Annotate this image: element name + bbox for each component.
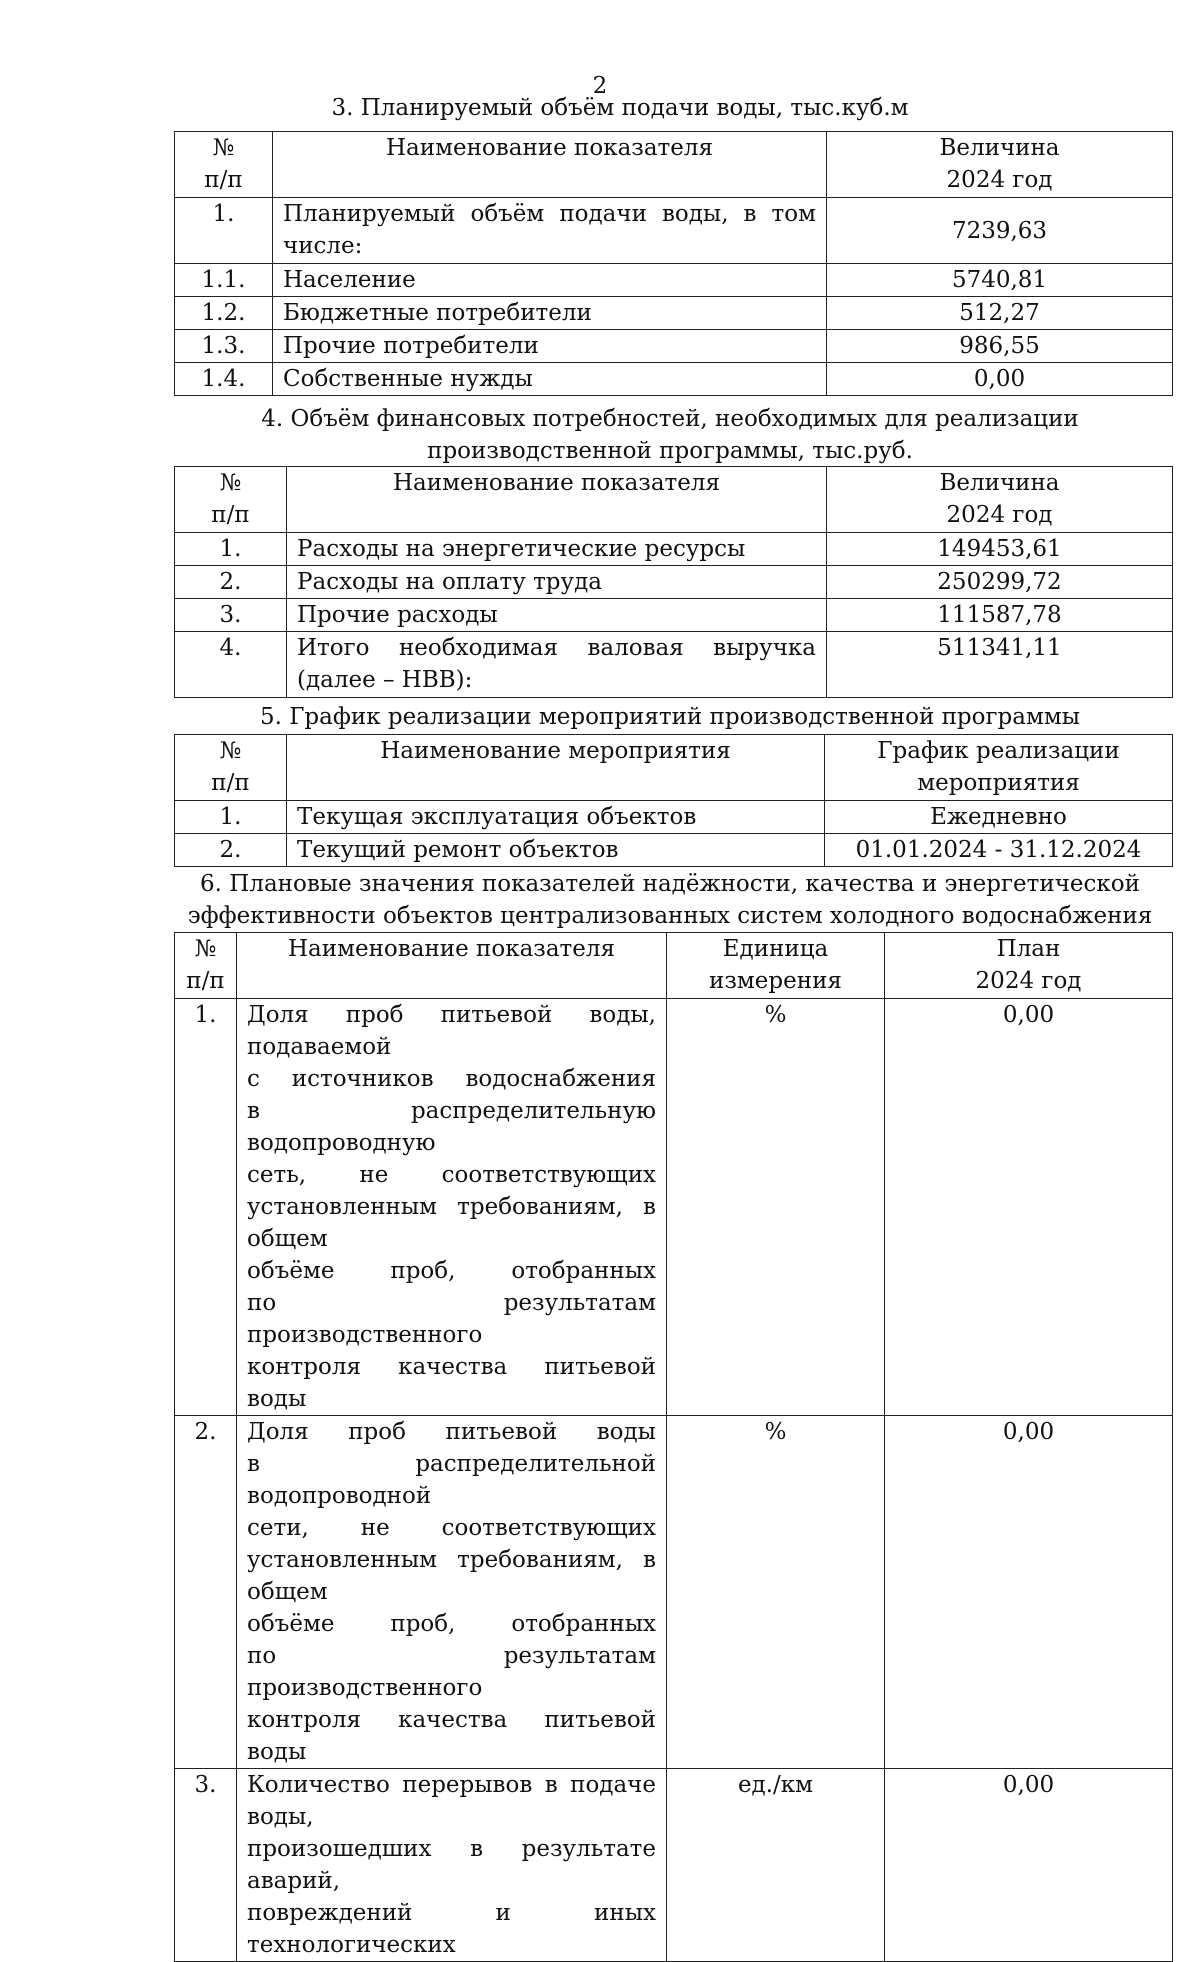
table-row <box>175 533 1173 566</box>
section-6-table <box>174 932 1173 1962</box>
header-name: Наименование показателя <box>273 132 827 198</box>
header-num: № п/п <box>175 933 237 999</box>
row-unit: % <box>667 1416 885 1769</box>
row-num: 1. <box>175 801 287 834</box>
row-name: Текущий ремонт объектов <box>287 834 825 867</box>
row-schedule: Ежедневно <box>825 801 1173 834</box>
row-value: 7239,63 <box>827 198 1173 264</box>
header-name: Наименование показателя <box>237 933 667 999</box>
row-value: 5740,81 <box>827 264 1173 297</box>
section-3-title <box>170 92 1070 124</box>
row-name: Текущая эксплуатация объектов <box>287 801 825 834</box>
row-name: Расходы на оплату труда <box>287 566 827 599</box>
table-row <box>175 599 1173 632</box>
row-num: 1.3. <box>175 330 273 363</box>
row-num: 2. <box>175 1416 237 1769</box>
row-num: 2. <box>175 566 287 599</box>
section-4-title-line-1: 4. Объём финансовых потребностей, необходимых для реализации <box>261 406 1079 432</box>
section-6-title <box>150 868 1190 932</box>
table-header-row <box>175 467 1173 533</box>
row-name: Итого необходимая валовая выручка (далее – НВВ): <box>287 632 827 698</box>
row-unit: % <box>667 999 885 1416</box>
table-header-row <box>175 933 1173 999</box>
row-name: Прочие потребители <box>273 330 827 363</box>
table-row <box>175 566 1173 599</box>
row-value: 512,27 <box>827 297 1173 330</box>
row-num: 1. <box>175 533 287 566</box>
row-name: Планируемый объём подачи воды, в том числе: <box>273 198 827 264</box>
row-name: Население <box>273 264 827 297</box>
row-schedule: 01.01.2024 - 31.12.2024 <box>825 834 1173 867</box>
header-num: № п/п <box>175 132 273 198</box>
row-num: 1. <box>175 999 237 1416</box>
row-name: Прочие расходы <box>287 599 827 632</box>
row-num: 2. <box>175 834 287 867</box>
header-value: Величина 2024 год <box>827 467 1173 533</box>
table-row <box>175 1416 1173 1769</box>
section-3-title-text: 3. Планируемый объём подачи воды, тыс.куб.м <box>331 95 909 121</box>
table-row <box>175 297 1173 330</box>
table-row <box>175 801 1173 834</box>
section-4-table <box>174 466 1173 698</box>
section-4-title <box>170 403 1170 467</box>
header-num: № п/п <box>175 735 287 801</box>
header-value: Величина 2024 год <box>827 132 1173 198</box>
section-6-title-line-1: 6. Плановые значения показателей надёжности, качества и энергетической <box>200 871 1140 897</box>
section-5-table <box>174 734 1173 867</box>
row-num: 4. <box>175 632 287 698</box>
row-plan: 0,00 <box>885 1416 1173 1769</box>
header-plan: План 2024 год <box>885 933 1173 999</box>
table-row <box>175 632 1173 698</box>
table-row <box>175 198 1173 264</box>
section-5-title <box>170 701 1170 733</box>
row-value: 0,00 <box>827 363 1173 396</box>
row-name: Доля проб питьевой воды, подаваемой с источников водоснабжения в распределительную водопроводную сеть, не соответствующих установленным требованиям, в общем объёме проб, отобранных по результатам производственного контроля качества питьевой воды <box>237 999 667 1416</box>
section-4-title-line-2: производственной программы, тыс.руб. <box>427 438 913 464</box>
table-row <box>175 330 1173 363</box>
table-header-row <box>175 735 1173 801</box>
table-row <box>175 264 1173 297</box>
header-name: Наименование мероприятия <box>287 735 825 801</box>
section-5-title-text: 5. График реализации мероприятий производственной программы <box>259 704 1081 730</box>
table-header-row <box>175 132 1173 198</box>
row-num: 1.4. <box>175 363 273 396</box>
row-value: 250299,72 <box>827 566 1173 599</box>
row-name: Доля проб питьевой воды в распределительной водопроводной сети, не соответствующих установленным требованиям, в общем объёме проб, отобранных по результатам производственного контроля качества питьевой воды <box>237 1416 667 1769</box>
row-name: Количество перерывов в подаче воды, произошедших в результате аварий, повреждений и иных технологических <box>237 1769 667 1962</box>
row-name: Бюджетные потребители <box>273 297 827 330</box>
row-value: 511341,11 <box>827 632 1173 698</box>
header-name: Наименование показателя <box>287 467 827 533</box>
header-unit: Единица измерения <box>667 933 885 999</box>
header-num: № п/п <box>175 467 287 533</box>
row-value: 111587,78 <box>827 599 1173 632</box>
table-row <box>175 1769 1173 1962</box>
row-num: 1. <box>175 198 273 264</box>
table-row <box>175 363 1173 396</box>
row-plan: 0,00 <box>885 999 1173 1416</box>
page-number: 2 <box>592 73 608 99</box>
row-name: Собственные нужды <box>273 363 827 396</box>
row-num: 3. <box>175 599 287 632</box>
section-6-title-line-2: эффективности объектов централизованных систем холодного водоснабжения <box>187 903 1153 929</box>
row-num: 1.1. <box>175 264 273 297</box>
section-3-table <box>174 131 1173 396</box>
row-plan: 0,00 <box>885 1769 1173 1962</box>
table-row <box>175 834 1173 867</box>
table-row <box>175 999 1173 1416</box>
row-name: Расходы на энергетические ресурсы <box>287 533 827 566</box>
row-value: 986,55 <box>827 330 1173 363</box>
header-schedule: График реализации мероприятия <box>825 735 1173 801</box>
row-num: 3. <box>175 1769 237 1962</box>
row-unit: ед./км <box>667 1769 885 1962</box>
row-num: 1.2. <box>175 297 273 330</box>
row-value: 149453,61 <box>827 533 1173 566</box>
